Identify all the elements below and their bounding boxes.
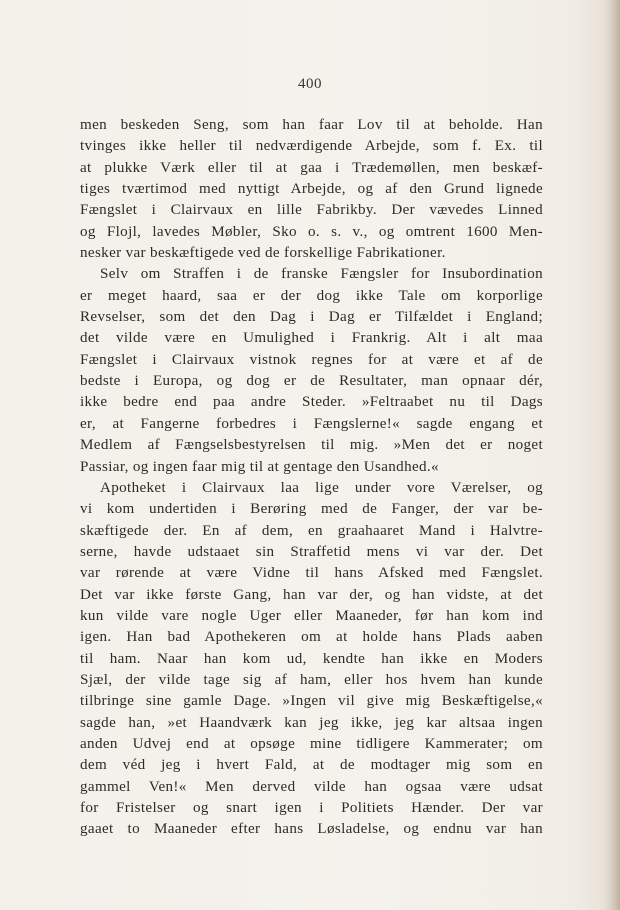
text-line: Sjæl, der vilde tage sig af ham, eller hos hvem han kunde	[80, 671, 543, 688]
text-line: skæftigede der. En af dem, en graahaaret Mand i Halvtre-	[80, 522, 543, 539]
text-line: Apotheket i Clairvaux laa lige under vore Værelser, og	[100, 479, 543, 496]
text-line: vi kom undertiden i Berøring med de Fanger, der var be-	[80, 501, 543, 518]
page-edge-shadow	[606, 0, 620, 910]
text-line: Revselser, som det den Dag i Dag er Tilfældet i England;	[80, 309, 543, 326]
text-line: gammel Ven!« Men derved vilde han ogsaa være udsat	[80, 778, 543, 795]
text-line: nesker var beskæftigede ved de forskellige Fabrikationer.	[80, 245, 446, 262]
text-line: kun vilde vare nogle Uger eller Maaneder, før han kom ind	[80, 607, 543, 624]
text-line: at plukke Værk eller til at gaa i Trædemøllen, men beskæf-	[80, 159, 543, 176]
text-line: Fængslet i Clairvaux en lille Fabrikby. Der vævedes Linned	[80, 202, 543, 219]
text-line: til ham. Naar han kom ud, kendte han ikke en Moders	[80, 650, 543, 667]
text-line: gaaet to Maaneder efter hans Løsladelse, og endnu var han	[80, 821, 543, 838]
text-line: er meget haard, saa er der dog ikke Tale om korporlige	[80, 287, 543, 304]
text-line: og Flojl, lavedes Møbler, Sko o. s. v., og omtrent 1600 Men-	[80, 223, 543, 240]
text-line: bedste i Europa, og dog er de Resultater, man opnaar dér,	[80, 373, 543, 390]
text-line: sagde han, »et Haandværk kan jeg ikke, jeg kar altsaa ingen	[80, 714, 543, 731]
text-line: det vilde være en Umulighed i Frankrig. Alt i alt maa	[80, 330, 543, 347]
body-text	[80, 115, 543, 841]
text-line: Medlem af Fængselsbestyrelsen til mig. »Men det er noget	[80, 437, 543, 454]
text-line: dem véd jeg i hvert Fald, at de modtager mig som en	[80, 757, 543, 774]
text-line: er, at Fangerne forbedres i Fængslerne!« sagde engang et	[80, 415, 543, 432]
text-line: Det var ikke første Gang, han var der, og han vidste, at det	[80, 586, 543, 603]
page-number: 400	[298, 76, 322, 92]
text-line: ikke bedre end paa andre Steder. »Feltraabet nu til Dags	[80, 394, 543, 411]
text-line: var rørende at være Vidne til hans Afsked med Fængslet.	[80, 565, 543, 582]
text-line: Passiar, og ingen faar mig til at gentage den Usandhed.«	[80, 458, 439, 475]
text-line: serne, havde udstaaet sin Straffetid mens vi var der. Det	[80, 543, 543, 560]
text-line: Selv om Straffen i de franske Fængsler for Insubordination	[100, 266, 543, 283]
text-line: tvinges ikke heller til nedværdigende Arbejde, som f. Ex. til	[80, 138, 543, 155]
text-line: men beskeden Seng, som han faar Lov til at beholde. Han	[80, 117, 543, 133]
text-line: for Fristelser og snart igen i Politiets Hænder. Der var	[80, 800, 543, 816]
text-line: tiges tværtimod med nyttigt Arbejde, og af den Grund lignede	[80, 181, 543, 198]
text-line: igen. Han bad Apothekeren om at holde hans Plads aaben	[80, 629, 543, 646]
text-line: tilbringe sine gamle Dage. »Ingen vil give mig Beskæftigelse,«	[80, 693, 543, 710]
text-line: Fængslet i Clairvaux vistnok regnes for at være et af de	[80, 351, 543, 368]
text-line: anden Udvej end at opsøge mine tidligere Kammerater; om	[80, 735, 543, 752]
